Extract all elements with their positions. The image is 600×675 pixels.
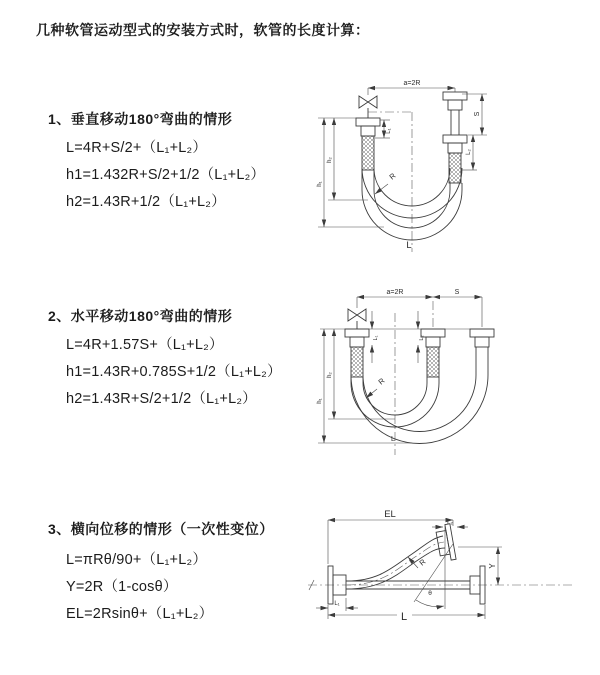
dimension-el (328, 509, 453, 564)
valve-icon (348, 297, 366, 329)
diagram-horizontal-180-bend (312, 283, 598, 461)
section2-heading: 2、水平移动180°弯曲的情形 (48, 308, 233, 324)
right-connector-shifted (470, 329, 494, 371)
upper-flange (435, 524, 456, 562)
l2-label: L₂ (447, 520, 453, 526)
h1-label: h₁ (317, 181, 323, 187)
l1-label: L₁ (373, 335, 379, 341)
braided-hose-section (351, 347, 363, 377)
l1-label: L₁ (386, 128, 392, 134)
h2-label: h₂ (327, 372, 333, 378)
l2-label: L₂ (419, 335, 425, 341)
l-label: L (391, 436, 395, 443)
right-connector (443, 92, 467, 183)
h2-label: h₂ (327, 157, 333, 163)
l2-label: L₂ (466, 149, 472, 155)
s-label: S (454, 289, 460, 296)
section1-heading: 1、垂直移动180°弯曲的情形 (48, 111, 233, 127)
section3-formula-el: EL=2Rsinθ+（L₁+L₂） (66, 606, 214, 622)
y-label: Y (488, 563, 497, 569)
radius-callout (366, 376, 387, 398)
page-title: 几种软管运动型式的安装方式时，软管的长度计算： (36, 22, 370, 38)
l1-label: L₁ (334, 601, 340, 607)
dimension-l1 (375, 120, 392, 138)
diagram-lateral-displacement (300, 502, 598, 642)
dimension-l2 (418, 311, 425, 363)
dimension-s (433, 289, 482, 327)
braided-hose-section (449, 153, 461, 183)
section1-formula-h2: h2=1.43R+1/2（L₁+L₂） (66, 194, 226, 210)
theta-label: θ (428, 590, 432, 597)
braided-hose-section (362, 136, 374, 170)
braided-hose-section (427, 347, 439, 377)
l-label: L (406, 240, 412, 251)
section3-formula-y: Y=2R（1-cosθ） (66, 579, 178, 595)
section2-formula-h1: h1=1.43R+0.785S+1/2（L₁+L₂） (66, 364, 282, 380)
r-label: R (376, 376, 387, 387)
dimension-span (368, 80, 455, 95)
el-label: EL (384, 509, 396, 520)
s-label: S (474, 111, 481, 117)
radius-callout (408, 557, 428, 568)
diagram-vertical-180-bend (312, 72, 598, 264)
span-label: a=2R (403, 80, 421, 87)
h1-label: h₁ (317, 398, 323, 404)
hose-u-bend (351, 371, 488, 444)
valve-icon (359, 96, 377, 118)
l-label: L (400, 611, 408, 623)
section1-formula-h1: h1=1.432R+S/2+1/2（L₁+L₂） (66, 167, 266, 183)
section2-formula-l: L=4R+1.57S+（L₁+L₂） (66, 337, 224, 353)
section2-formula-h2: h2=1.43R+S/2+1/2（L₁+L₂） (66, 391, 257, 407)
left-connector (356, 118, 380, 170)
dimension-l2 (432, 520, 468, 527)
dimension-l1 (316, 598, 358, 611)
radius-callout (375, 171, 398, 194)
section3-heading: 3、横向位移的情形（一次性变位） (48, 521, 274, 537)
span-label: a=2R (386, 289, 404, 296)
dimension-l1 (372, 311, 379, 363)
dimension-span (357, 289, 433, 297)
left-connector (345, 329, 369, 377)
r-label: R (387, 171, 398, 182)
section3-formula-l: L=πRθ/90+（L₁+L₂） (66, 552, 208, 568)
dimension-l2 (462, 135, 477, 170)
section1-formula-l: L=4R+S/2+（L₁+L₂） (66, 140, 208, 156)
r-label: R (417, 557, 428, 568)
dimension-h1 (317, 329, 412, 443)
